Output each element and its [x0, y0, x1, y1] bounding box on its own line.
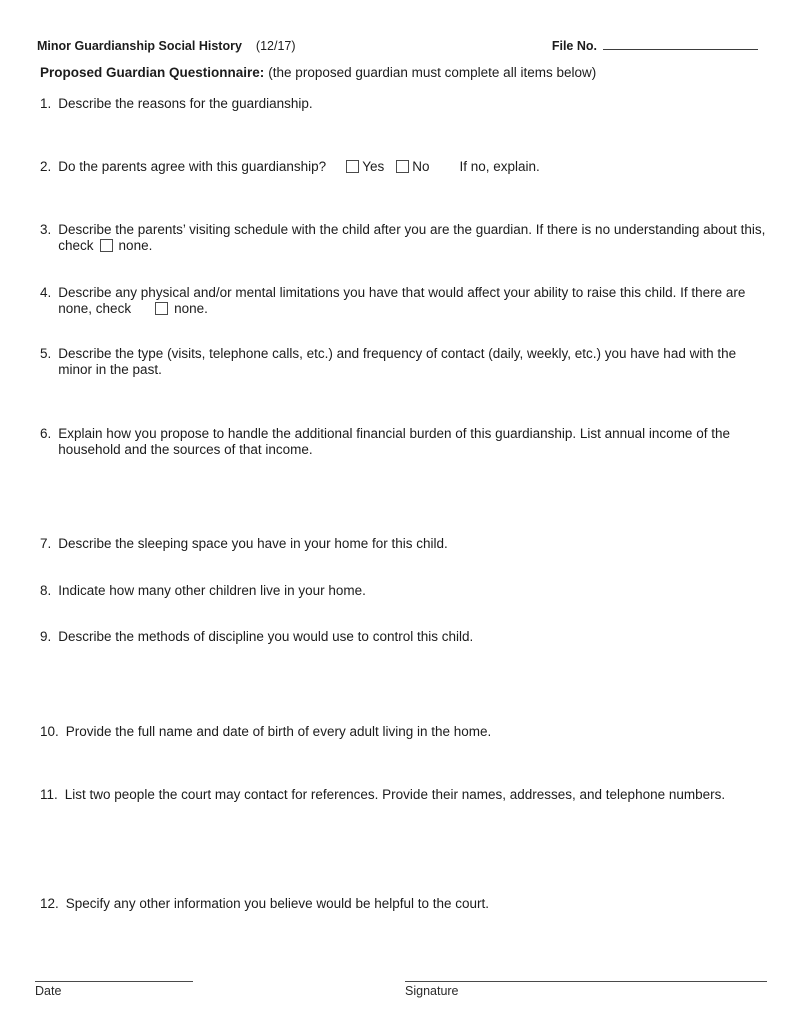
none-checkbox[interactable]	[155, 302, 168, 315]
form-title: Minor Guardianship Social History	[37, 39, 242, 53]
signature-label: Signature	[405, 984, 459, 998]
question-10	[40, 724, 768, 740]
question-text: List two people the court may contact for references. Provide their names, addresses, and telephone numbers.	[64, 787, 726, 802]
question-number: 10.	[40, 724, 59, 739]
followup-text: If no, explain.	[459, 159, 540, 174]
question-text	[58, 159, 768, 175]
yes-label: Yes	[362, 159, 385, 174]
question-text-label: Do the parents agree with this guardianship?	[58, 159, 327, 174]
date-label: Date	[35, 984, 62, 998]
question-text: Describe the methods of discipline you would use to control this child.	[58, 629, 474, 644]
none-label: none.	[118, 238, 153, 253]
question-4	[40, 285, 768, 317]
page-header	[37, 36, 758, 54]
question-3	[40, 222, 768, 254]
question-7	[40, 536, 768, 552]
question-number: 9.	[40, 629, 52, 644]
yes-checkbox[interactable]	[346, 160, 359, 173]
question-number: 4.	[40, 285, 52, 300]
question-text: Provide the full name and date of birth of every adult living in the home.	[65, 724, 492, 739]
question-6	[40, 426, 768, 458]
question-text-label: Describe any physical and/or mental limitations you have that would affect your ability to raise this child. If there are none, check	[58, 285, 746, 316]
section-title-bold: Proposed Guardian Questionnaire:	[40, 65, 265, 80]
question-12	[40, 896, 768, 912]
question-text	[58, 285, 768, 317]
question-text: Indicate how many other children live in your home.	[58, 583, 366, 598]
file-no-field[interactable]	[603, 36, 758, 50]
question-text	[58, 222, 768, 254]
question-text: Explain how you propose to handle the additional financial burden of this guardianship. List annual income of the household and the sources of that income.	[58, 426, 730, 457]
no-label: No	[412, 159, 430, 174]
question-text-label: Describe the parents’ visiting schedule with the child after you are the guardian. If there is no understanding about this, check	[58, 222, 766, 253]
file-no-label: File No.	[551, 39, 597, 53]
question-text: Describe the sleeping space you have in your home for this child.	[58, 536, 448, 551]
question-number: 6.	[40, 426, 52, 441]
question-number: 1.	[40, 96, 52, 111]
question-text: Specify any other information you believe would be helpful to the court.	[65, 896, 490, 911]
question-text: Describe the type (visits, telephone calls, etc.) and frequency of contact (daily, weekly, etc.) you have had with the minor in the past.	[58, 346, 737, 377]
question-number: 12.	[40, 896, 59, 911]
question-8	[40, 583, 768, 599]
none-checkbox[interactable]	[100, 239, 113, 252]
question-5	[40, 346, 768, 378]
section-title-instruction: (the proposed guardian must complete all items below)	[268, 65, 597, 80]
question-number: 5.	[40, 346, 52, 361]
header-left	[37, 38, 296, 54]
signature-field[interactable]	[405, 981, 767, 999]
question-2	[40, 159, 768, 175]
section-title	[40, 65, 766, 81]
header-right	[552, 36, 758, 54]
no-checkbox[interactable]	[396, 160, 409, 173]
question-number: 11.	[40, 787, 58, 802]
question-number: 7.	[40, 536, 52, 551]
question-number: 3.	[40, 222, 52, 237]
form-revision: (12/17)	[255, 39, 296, 53]
question-number: 8.	[40, 583, 52, 598]
question-1	[40, 96, 768, 112]
none-label: none.	[174, 301, 208, 316]
question-text: Describe the reasons for the guardianship.	[58, 96, 313, 111]
question-9	[40, 629, 768, 645]
date-field[interactable]	[35, 981, 193, 999]
question-number: 2.	[40, 159, 52, 174]
question-11	[40, 787, 768, 803]
